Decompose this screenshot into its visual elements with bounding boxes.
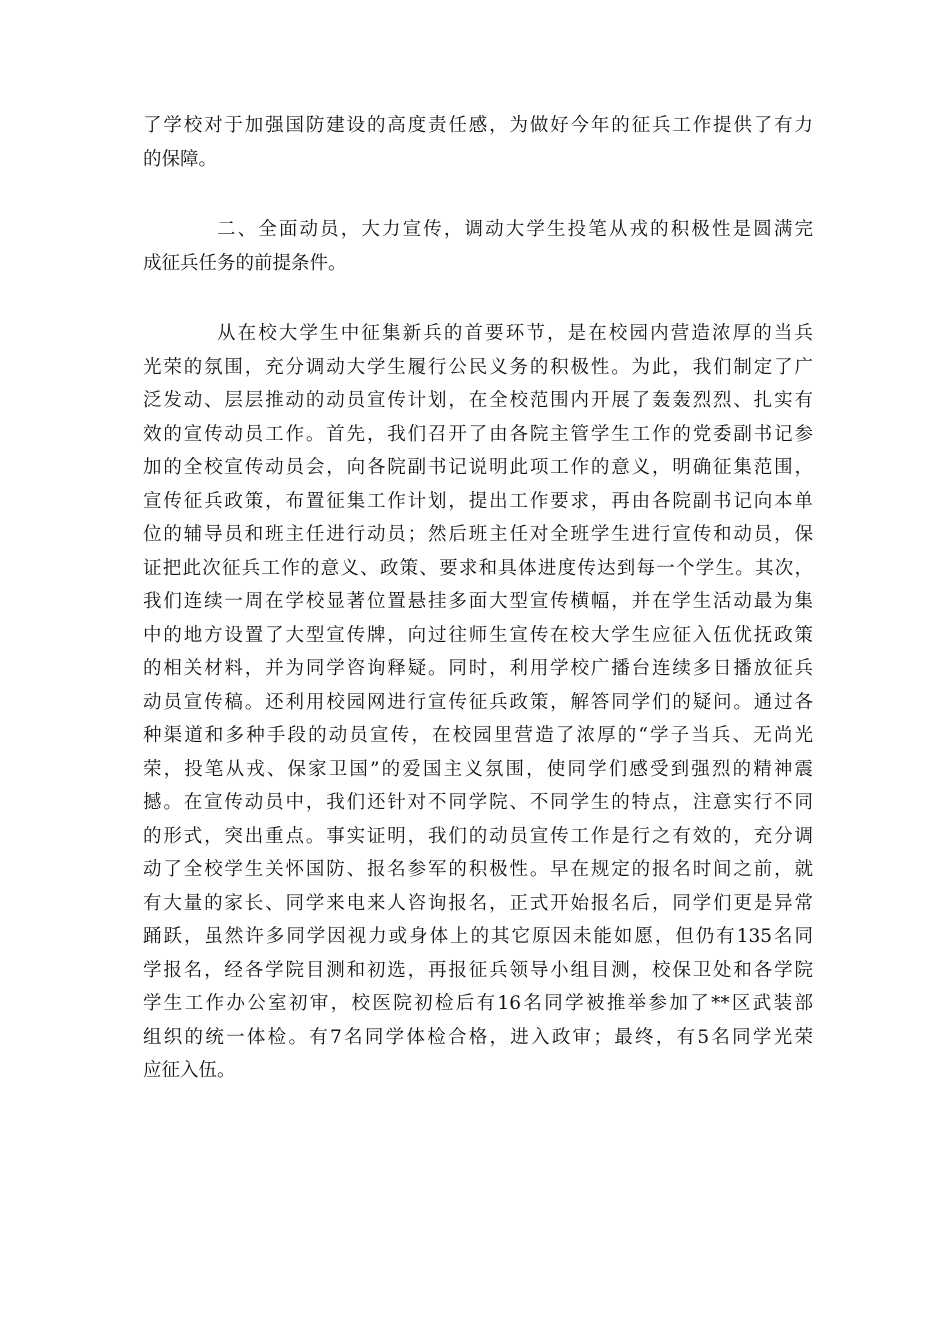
text-line: 的形式，突出重点。事实证明，我们的动员宣传工作是行之有效的，充分调 — [143, 825, 813, 847]
document-page — [143, 109, 813, 1088]
text-line: 的保障。 — [143, 148, 218, 170]
paragraph-3 — [143, 317, 813, 1088]
text-line: 效的宣传动员工作。首先，我们召开了由各院主管学生工作的党委副书记参 — [143, 423, 813, 445]
text-line: 了学校对于加强国防建设的高度责任感，为做好今年的征兵工作提供了有力 — [143, 115, 813, 136]
section-heading — [143, 213, 813, 280]
text-line: 撼。在宣传动员中，我们还针对不同学院、不同学生的特点，注意实行不同 — [143, 792, 813, 813]
text-line: 动员宣传稿。还利用校园网进行宣传征兵政策，解答同学们的疑问。通过各 — [143, 691, 813, 713]
text-line: 成征兵任务的前提条件。 — [143, 252, 347, 274]
text-line: 泛发动、层层推动的动员宣传计划，在全校范围内开展了轰轰烈烈、扎实有 — [143, 390, 813, 411]
text-line: 从在校大学生中征集新兵的首要环节，是在校园内营造浓厚的当兵 — [217, 323, 813, 344]
text-line: 组织的统一体检。有7名同学体检合格，进入政审；最终，有5名同学光荣 — [143, 1026, 813, 1048]
text-line: 学生工作办公室初审，校医院初检后有16名同学被推举参加了**区武装部 — [143, 993, 813, 1014]
text-line: 踊跃，虽然许多同学因视力或身体上的其它原因未能如愿，但仍有135名同 — [143, 926, 813, 947]
text-line: 位的辅导员和班主任进行动员；然后班主任对全班学生进行宣传和动员，保 — [143, 524, 813, 545]
text-line: 加的全校宣传动员会，向各院副书记说明此项工作的意义，明确征集范围， — [143, 457, 813, 478]
text-line: 的相关材料，并为同学咨询释疑。同时，利用学校广播台连续多日播放征兵 — [143, 658, 813, 679]
text-line: 宣传征兵政策，布置征集工作计划，提出工作要求，再由各院副书记向本单 — [143, 490, 813, 512]
text-line: 应征入伍。 — [143, 1060, 236, 1081]
text-line: 学报名，经各学院目测和初选，再报征兵领导小组目测，校保卫处和各学院 — [143, 959, 813, 981]
text-line: 我们连续一周在学校显著位置悬挂多面大型宣传横幅，并在学生活动最为集 — [143, 591, 813, 612]
text-line: 二、全面动员，大力宣传，调动大学生投笔从戎的积极性是圆满完 — [217, 219, 813, 240]
text-line: 光荣的氛围，充分调动大学生履行公民义务的积极性。为此，我们制定了广 — [143, 356, 813, 378]
text-line: 中的地方设置了大型宣传牌，向过往师生宣传在校大学生应征入伍优抚政策 — [143, 624, 813, 646]
text-line: 证把此次征兵工作的意义、政策、要求和具体进度传达到每一个学生。其次， — [143, 557, 813, 579]
paragraph-1 — [143, 109, 813, 176]
text-line: 动了全校学生关怀国防、报名参军的积极性。早在规定的报名时间之前，就 — [143, 859, 813, 880]
text-line: 种渠道和多种手段的动员宣传，在校园里营造了浓厚的“学子当兵、无尚光 — [143, 725, 813, 746]
text-line: 荣，投笔从戎、保家卫国”的爱国主义氛围，使同学们感受到强烈的精神震 — [143, 758, 813, 780]
text-line: 有大量的家长、同学来电来人咨询报名，正式开始报名后，同学们更是异常 — [143, 892, 813, 914]
